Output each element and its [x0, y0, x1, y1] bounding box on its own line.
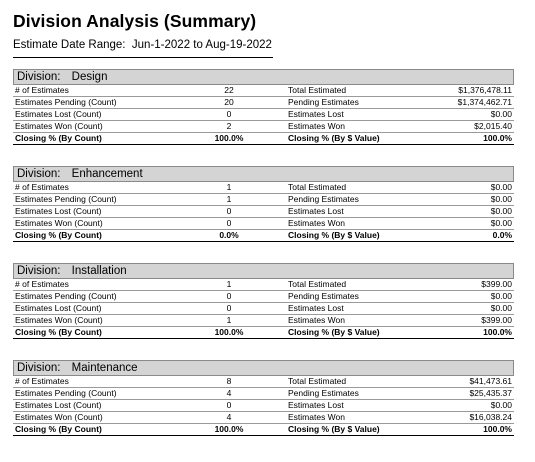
closing-value-value: 100.0% — [483, 327, 512, 337]
row-label: Pending Estimates — [288, 194, 359, 204]
amount-value: $399.00 — [481, 279, 512, 289]
count-value: 0 — [226, 218, 232, 228]
count-value: 0 — [226, 291, 232, 301]
row-label: Estimates Won — [288, 315, 346, 325]
row-label: Estimates Won — [288, 218, 346, 228]
division-label: Division: — [17, 71, 61, 83]
division-header — [13, 263, 514, 279]
row-label: # of Estimates — [15, 85, 69, 95]
amount-value: $2,015.40 — [474, 121, 512, 131]
amount-value: $0.00 — [490, 291, 512, 301]
row-label: Total Estimated — [288, 85, 347, 95]
amount-value: $25,435.37 — [469, 388, 512, 398]
row-label: Closing % (By $ Value) — [288, 327, 380, 337]
division-name: Enhancement — [71, 168, 143, 180]
report-title: Division Analysis (Summary) — [13, 11, 257, 31]
amount-value: $0.00 — [490, 109, 512, 119]
row-label: Estimates Won — [288, 121, 346, 131]
count-value: 0 — [226, 303, 232, 313]
table-row — [13, 85, 514, 97]
row-label: Estimates Won — [288, 412, 346, 422]
division-section-installation — [13, 263, 514, 339]
row-label: Estimates Won (Count) — [15, 121, 103, 131]
amount-value: $399.00 — [481, 315, 512, 325]
table-row — [13, 388, 514, 400]
closing-value-value: 100.0% — [483, 424, 512, 434]
division-name: Maintenance — [71, 362, 138, 374]
row-label: Estimates Pending (Count) — [15, 291, 117, 301]
closing-count-value: 100.0% — [214, 327, 244, 337]
table-row — [13, 194, 514, 206]
date-range-label: Estimate Date Range: — [13, 39, 126, 51]
amount-value: $1,376,478.11 — [458, 85, 512, 95]
count-value: 1 — [226, 315, 232, 325]
row-label: Estimates Lost (Count) — [15, 109, 102, 119]
row-label: Closing % (By Count) — [15, 327, 102, 337]
amount-value: $0.00 — [490, 182, 512, 192]
table-row — [13, 97, 514, 109]
row-label: Estimates Pending (Count) — [15, 97, 117, 107]
closing-count-value: 0.0% — [219, 230, 239, 240]
count-value: 1 — [226, 194, 232, 204]
closing-count-value: 100.0% — [214, 133, 244, 143]
amount-value: $0.00 — [490, 303, 512, 313]
closing-row — [13, 424, 514, 436]
count-value: 2 — [226, 121, 232, 131]
row-label: Pending Estimates — [288, 291, 359, 301]
count-value: 4 — [226, 388, 232, 398]
closing-row — [13, 133, 514, 145]
amount-value: $16,038.24 — [469, 412, 512, 422]
division-label: Division: — [17, 168, 61, 180]
amount-value: $0.00 — [490, 400, 512, 410]
table-row — [13, 121, 514, 133]
row-label: Closing % (By $ Value) — [288, 133, 380, 143]
division-name: Installation — [71, 265, 127, 277]
row-label: Pending Estimates — [288, 388, 359, 398]
table-row — [13, 109, 514, 121]
amount-value: $0.00 — [490, 218, 512, 228]
closing-count-value: 100.0% — [214, 424, 244, 434]
division-header — [13, 166, 514, 182]
title-divider — [13, 57, 273, 58]
division-name: Design — [71, 71, 108, 83]
table-row — [13, 412, 514, 424]
row-label: # of Estimates — [15, 279, 69, 289]
table-row — [13, 315, 514, 327]
row-label: Closing % (By Count) — [15, 133, 102, 143]
closing-row — [13, 327, 514, 339]
row-label: Closing % (By $ Value) — [288, 424, 380, 434]
amount-value: $41,473.61 — [469, 376, 512, 386]
table-row — [13, 218, 514, 230]
date-range-value: Jun-1-2022 to Aug-19-2022 — [131, 39, 272, 51]
row-label: Estimates Won (Count) — [15, 412, 103, 422]
row-label: Estimates Pending (Count) — [15, 194, 117, 204]
table-row — [13, 400, 514, 412]
count-value: 0 — [226, 206, 232, 216]
division-header — [13, 360, 514, 376]
table-row — [13, 291, 514, 303]
division-header — [13, 69, 514, 85]
closing-value-value: 0.0% — [492, 230, 512, 240]
row-label: Closing % (By Count) — [15, 230, 102, 240]
division-section-maintenance — [13, 360, 514, 436]
row-label: Total Estimated — [288, 279, 347, 289]
count-value: 0 — [226, 109, 232, 119]
closing-row — [13, 230, 514, 242]
table-row — [13, 376, 514, 388]
row-label: Total Estimated — [288, 376, 347, 386]
row-label: Estimates Lost — [288, 303, 344, 313]
division-label: Division: — [17, 362, 61, 374]
table-row — [13, 279, 514, 291]
row-label: Estimates Lost (Count) — [15, 303, 102, 313]
count-value: 1 — [226, 182, 232, 192]
row-label: Total Estimated — [288, 182, 347, 192]
row-label: Estimates Won (Count) — [15, 315, 103, 325]
row-label: Closing % (By $ Value) — [288, 230, 380, 240]
amount-value: $0.00 — [490, 194, 512, 204]
division-label: Division: — [17, 265, 61, 277]
row-label: Estimates Lost — [288, 109, 344, 119]
amount-value: $0.00 — [490, 206, 512, 216]
row-label: Estimates Pending (Count) — [15, 388, 117, 398]
row-label: Estimates Lost (Count) — [15, 206, 102, 216]
row-label: # of Estimates — [15, 182, 69, 192]
row-label: Pending Estimates — [288, 97, 359, 107]
row-label: # of Estimates — [15, 376, 69, 386]
table-row — [13, 206, 514, 218]
row-label: Estimates Lost — [288, 206, 344, 216]
division-section-enhancement — [13, 166, 514, 242]
count-value: 20 — [224, 97, 234, 107]
division-section-design — [13, 69, 514, 145]
count-value: 4 — [226, 412, 232, 422]
count-value: 8 — [226, 376, 232, 386]
count-value: 1 — [226, 279, 232, 289]
amount-value: $1,374,462.71 — [457, 97, 512, 107]
closing-value-value: 100.0% — [483, 133, 512, 143]
count-value: 22 — [224, 85, 234, 95]
count-value: 0 — [226, 400, 232, 410]
date-range — [13, 39, 272, 51]
row-label: Estimates Lost (Count) — [15, 400, 102, 410]
row-label: Estimates Lost — [288, 400, 344, 410]
table-row — [13, 303, 514, 315]
row-label: Estimates Won (Count) — [15, 218, 103, 228]
row-label: Closing % (By Count) — [15, 424, 102, 434]
table-row — [13, 182, 514, 194]
